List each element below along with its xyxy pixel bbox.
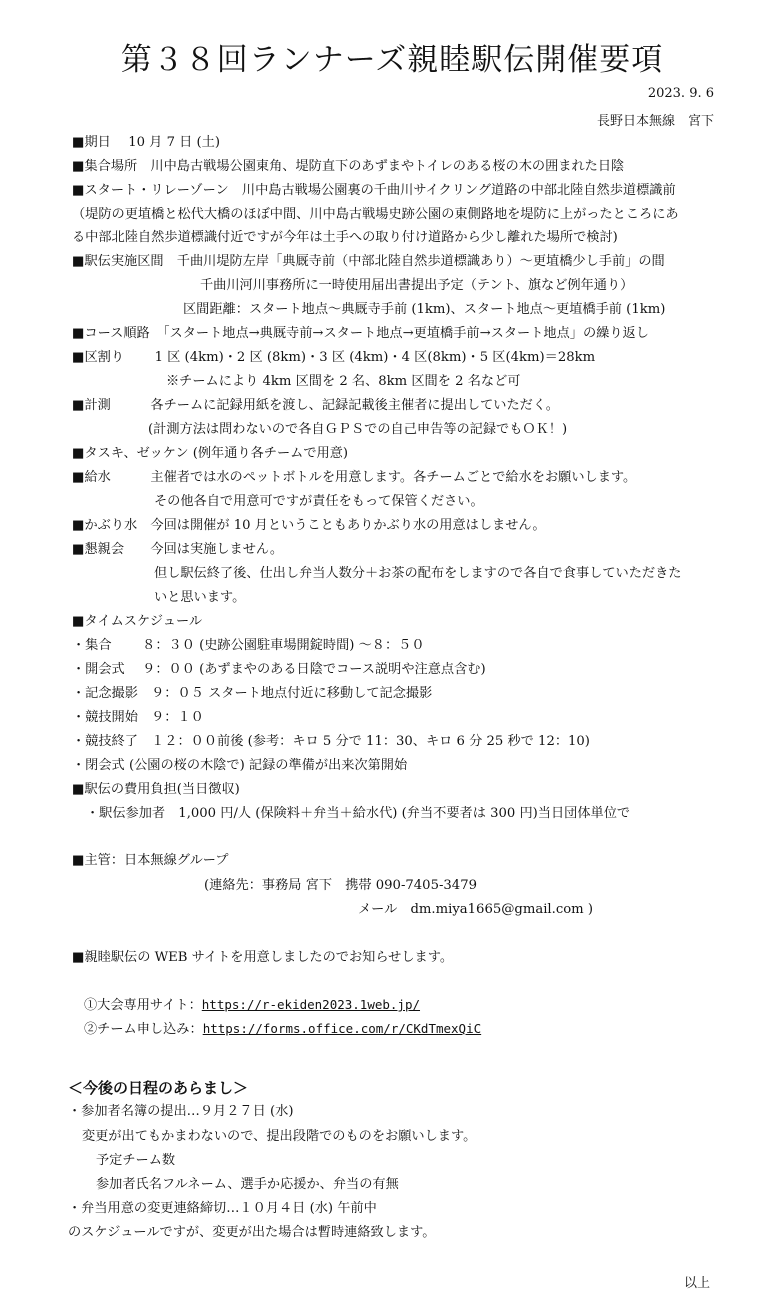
relay-zone-note-line-1: （堤防の更埴橋と松代大橋のほぼ中間、川中島古戦場史跡公園の東側路地を堤防に上がったところにあ bbox=[72, 207, 679, 222]
website-notice-line: ■親睦駅伝の WEB サイトを用意しましたのでお知らせします。 bbox=[72, 950, 454, 965]
social-gathering-line: ■懇親会 今回は実施しません。 bbox=[72, 542, 284, 557]
roster-team-count-line: 予定チーム数 bbox=[96, 1153, 176, 1168]
water-supply-note-line: その他各自で用意可ですが責任をもって保管ください。 bbox=[154, 494, 484, 509]
contact-phone-line: (連絡先：事務局 宮下 携帯 090-7405-3479 bbox=[204, 878, 477, 893]
event-site-row bbox=[84, 997, 420, 1014]
team-application-link[interactable]: https://forms.office.com/r/CKdTmexQiC bbox=[202, 1021, 482, 1036]
document-date: 2023. 9. 6 bbox=[647, 86, 714, 101]
start-relay-zone-line: ■スタート・リレーゾーン 川中島古戦場公園裏の千曲川サイクリング道路の中部北陸自然歩道標識前 bbox=[72, 183, 676, 198]
timing-note-line: (計測方法は問わないので各自ＧＰＳでの自己申告等の記録でもＯＫ！) bbox=[148, 422, 568, 437]
schedule-race-end-line: ・競技終了 １２：００前後 (参考：キロ 5 分で 11：30、キロ 6 分 25 秒で 12：10) bbox=[72, 734, 590, 749]
roster-participant-line: 参加者氏名フルネーム、選手か応援か、弁当の有無 bbox=[96, 1177, 399, 1192]
river-office-permit-line: 千曲川河川事務所に一時使用届出書提出予定（テント、旗など例年通り） bbox=[200, 278, 634, 293]
cost-heading: ■駅伝の費用負担(当日徴収) bbox=[72, 782, 240, 797]
roster-note-line: 変更が出てもかまわないので、提出段階でのものをお願いします。 bbox=[82, 1129, 477, 1144]
stage-division-line: ■区割り 1 区 (4km)・2 区 (8km)・3 区 (4km)・4 区(8km)・5 区(4km)＝28km bbox=[72, 350, 596, 365]
roster-deadline-line: ・参加者名簿の提出…９月２７日 (水) bbox=[68, 1104, 294, 1119]
timing-line: ■計測 各チームに記録用紙を渡し、記録記載後主催者に提出していただく。 bbox=[72, 398, 559, 413]
schedule-change-note-line: のスケジュールですが、変更が出た場合は暫時連絡致します。 bbox=[68, 1225, 436, 1240]
schedule-assembly-line: ・集合 ８：３０ (史跡公園駐車場開錠時間) ～８：５０ bbox=[72, 638, 425, 653]
social-gathering-note-line-1: 但し駅伝終了後、仕出し弁当人数分＋お茶の配布をしますので各自で食事していただきた bbox=[154, 566, 682, 581]
section-distance-line: 区間距離：スタート地点～典厩寺手前 (1km)、スタート地点～更埴橋手前 (1km) bbox=[183, 302, 666, 317]
social-gathering-note-line-2: いと思います。 bbox=[154, 590, 246, 605]
water-supply-line: ■給水 主催者では水のペットボトルを用意します。各チームごとで給水をお願いします。 bbox=[72, 470, 637, 485]
team-application-row bbox=[84, 1021, 481, 1038]
schedule-race-start-line: ・競技開始 ９：１０ bbox=[72, 710, 204, 725]
event-site-link[interactable]: https://r-ekiden2023.1web.jp/ bbox=[201, 997, 421, 1012]
lunch-deadline-line: ・弁当用意の変更連絡締切…１０月４日 (水) 午前中 bbox=[68, 1201, 377, 1216]
document-author: 長野日本無線 宮下 bbox=[596, 114, 714, 129]
contact-email-line: メール dm.miya1665@gmail.com ) bbox=[358, 902, 594, 917]
schedule-opening-line: ・開会式 ９：００ (あずまやのある日陰でコース説明や注意点含む) bbox=[72, 662, 486, 677]
race-section-line: ■駅伝実施区間 千曲川堤防左岸「典厩寺前（中部北陸自然歩道標識あり）～更埴橋少し手前」の間 bbox=[72, 254, 665, 269]
splash-water-line: ■かぶり水 今回は開催が 10 月ということもありかぶり水の用意はしません。 bbox=[72, 518, 546, 533]
relay-zone-note-line-2: る中部北陸自然歩道標識付近ですが今年は土手への取り付け道路から少し離れた場所で検討) bbox=[72, 230, 618, 245]
stage-division-note-line: ※チームにより 4km 区間を 2 名、8km 区間を 2 名など可 bbox=[166, 374, 521, 389]
event-site-label: ①大会専用サイト： bbox=[84, 998, 202, 1013]
sash-bib-line: ■タスキ、ゼッケン (例年通り各チームで用意) bbox=[72, 446, 349, 461]
page-title: 第３８回ランナーズ親睦駅伝開催要項 bbox=[120, 42, 664, 78]
organizer-line: ■主管：日本無線グループ bbox=[72, 853, 229, 868]
course-route-line: ■コース順路 「スタート地点→典厩寺前→スタート地点→更埴橋手前→スタート地点」の繰り返し bbox=[72, 326, 649, 341]
time-schedule-heading: ■タイムスケジュール bbox=[72, 614, 203, 629]
team-application-label: ②チーム申し込み： bbox=[84, 1022, 203, 1037]
schedule-photo-line: ・記念撮影 ９：０５ スタート地点付近に移動して記念撮影 bbox=[72, 686, 433, 701]
closing-mark: 以上 bbox=[683, 1276, 710, 1291]
schedule-closing-line: ・閉会式 (公園の桜の木陰で) 記録の準備が出来次第開始 bbox=[72, 758, 408, 773]
meeting-place-line: ■集合場所 川中島古戦場公園東角、堤防直下のあずまやトイレのある桜の木の囲まれた日陰 bbox=[72, 159, 625, 174]
cost-detail-line: ・駅伝参加者 1,000 円/人 (保険料＋弁当＋給水代) (弁当不要者は 300 円)当日団体単位で bbox=[86, 806, 631, 821]
schedule-overview-heading: ＜今後の日程のあらまし＞ bbox=[68, 1079, 249, 1097]
event-date-line: ■期日 10 月 7 日 (土) bbox=[72, 135, 221, 150]
